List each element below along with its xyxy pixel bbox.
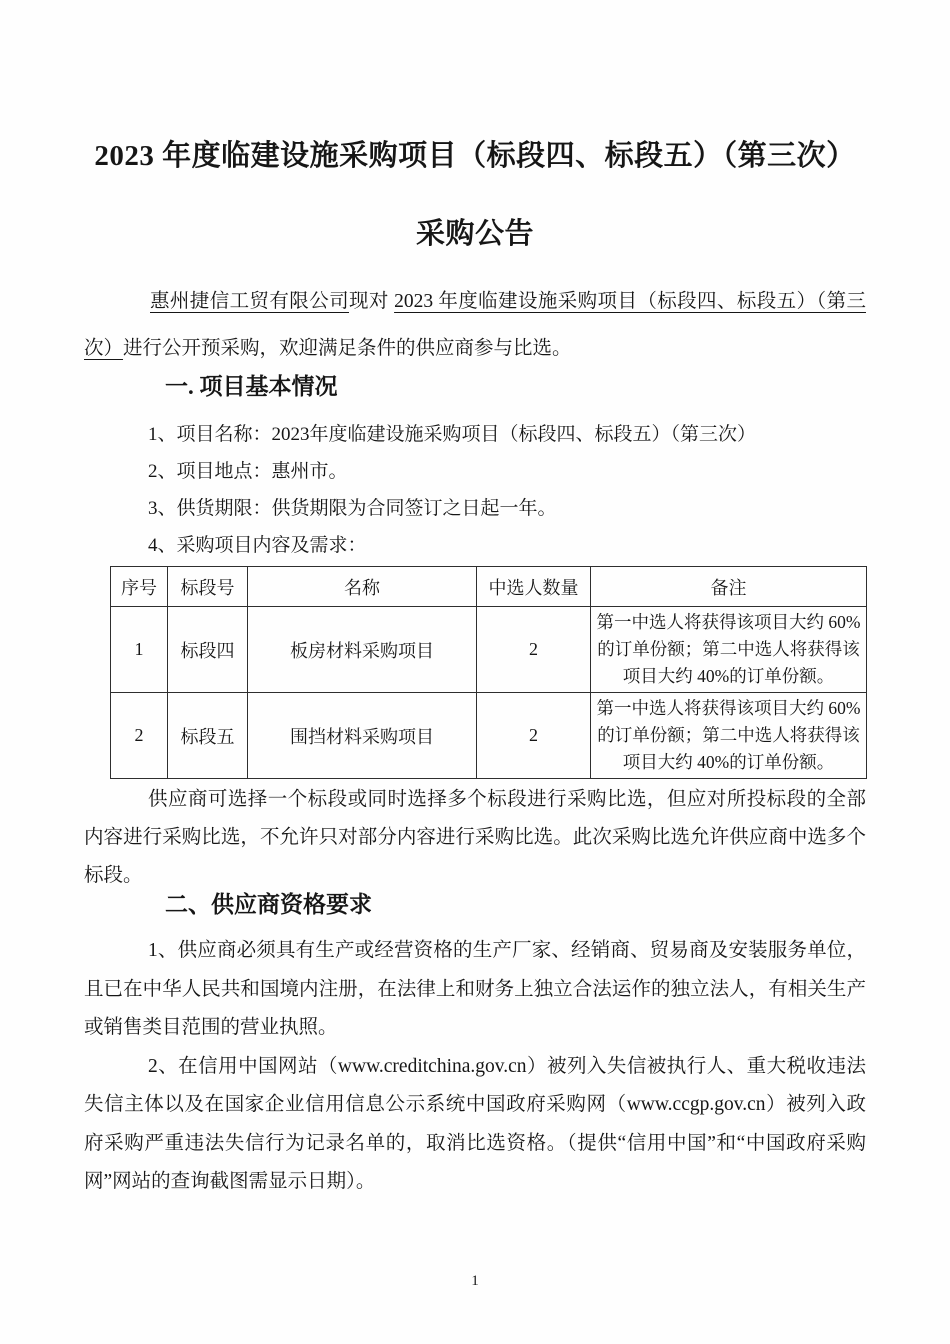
- document-title-line1: 2023 年度临建设施采购项目（标段四、标段五）（第三次）: [94, 140, 856, 172]
- page-number: 1: [471, 1273, 479, 1289]
- table-row: [111, 693, 867, 779]
- intro-connector-text: 现对: [349, 291, 395, 312]
- cell-lot: 标段五: [168, 693, 248, 779]
- list-item-project-name: 1、项目名称：2023年度临建设施采购项目（标段四、标段五）（第三次）: [148, 424, 757, 445]
- procurement-lots-table: [110, 566, 867, 779]
- cell-note: 第一中选人将获得该项目大约 60%的订单份额；第二中选人将获得该项目大约 40%的订单份额。: [591, 693, 867, 779]
- supplier-qualification-para1: 1、供应商必须具有生产或经营资格的生产厂家、经销商、贸易商及安装服务单位，且已在中华人民共和国境内注册，在法律上和财务上独立合法运作的独立法人，有相关生产或销售类目范围的营业执照。: [84, 940, 866, 1038]
- cell-winners: 2: [477, 693, 591, 779]
- list-item-project-location: 2、项目地点：惠州市。: [148, 461, 348, 482]
- intro-paragraph: [84, 278, 866, 372]
- list-item-procurement-content: 4、采购项目内容及需求：: [148, 535, 367, 556]
- cell-winners: 2: [477, 607, 591, 693]
- cell-seq: 1: [111, 607, 168, 693]
- column-header-seq: 序号: [111, 567, 168, 607]
- project-info-list: [84, 416, 866, 564]
- project-name-underlined: 2023 年度临建设施采购项目（标段四、标段五）（第三次）: [84, 291, 866, 359]
- column-header-lot: 标段号: [168, 567, 248, 607]
- column-header-name: 名称: [248, 567, 477, 607]
- cell-lot: 标段四: [168, 607, 248, 693]
- column-header-winners: 中选人数量: [477, 567, 591, 607]
- cell-name: 板房材料采购项目: [248, 607, 477, 693]
- buyer-company-name: 惠州捷信工贸有限公司: [150, 291, 349, 312]
- cell-name: 围挡材料采购项目: [248, 693, 477, 779]
- cell-note: 第一中选人将获得该项目大约 60%的订单份额；第二中选人将获得该项目大约 40%的订单份额。: [591, 607, 867, 693]
- table-header-row: [111, 567, 867, 607]
- section1-heading: 一. 项目基本情况: [165, 374, 338, 399]
- cell-seq: 2: [111, 693, 168, 779]
- supplier-qualification-para2: 2、在信用中国网站（www.creditchina.gov.cn）被列入失信被执行人、重大税收违法失信主体以及在国家企业信用信息公示系统中国政府采购网（www.ccgp.gov.cn）被列入政府采购严重违法失信行为记录名单的，取消比选资格。（提供“信用中国”和“中国政府采购网”网站的查询截图需显示日期）。: [84, 1055, 866, 1192]
- document-title-line2: 采购公告: [415, 218, 534, 250]
- intro-tail-text: 进行公开预采购，欢迎满足条件的供应商参与比选。: [123, 338, 572, 359]
- section2-heading: 二、供应商资格要求: [165, 892, 372, 917]
- table-row: [111, 607, 867, 693]
- column-header-note: 备注: [591, 567, 867, 607]
- list-item-supply-period: 3、供货期限：供货期限为合同签订之日起一年。: [148, 498, 557, 519]
- after-table-paragraph: 供应商可选择一个标段或同时选择多个标段进行采购比选，但应对所投标段的全部内容进行采购比选，不允许只对部分内容进行采购比选。此次采购比选允许供应商中选多个标段。: [84, 789, 866, 886]
